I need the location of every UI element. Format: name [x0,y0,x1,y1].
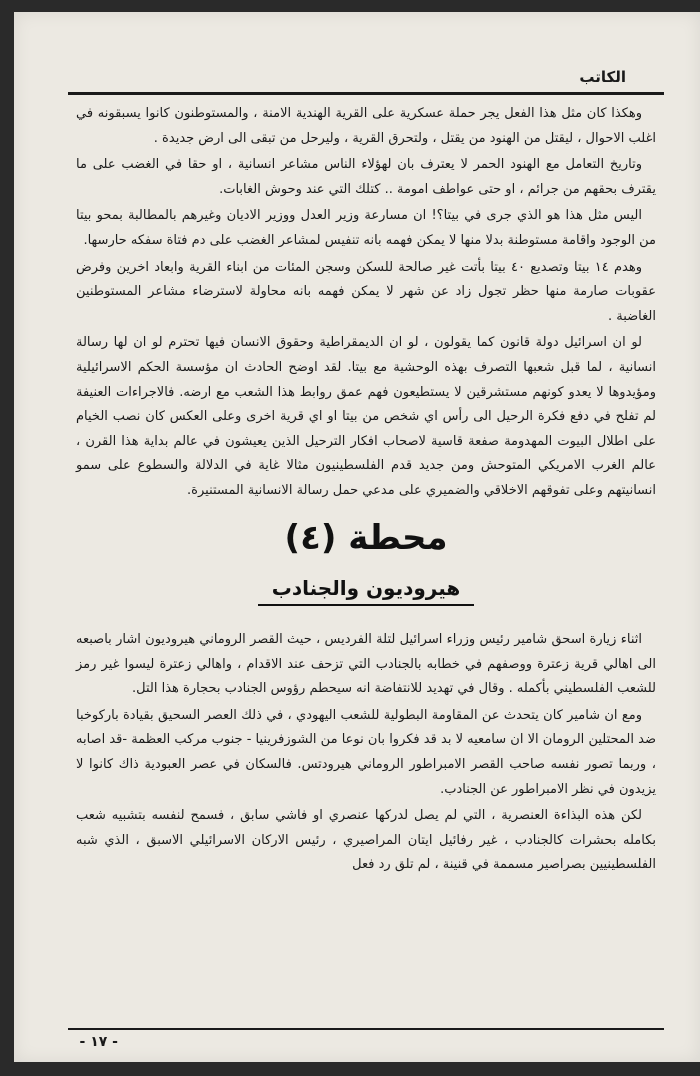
body-text [76,102,656,880]
station-heading [76,508,656,570]
section-title: هيروديون والجنادب [258,576,475,607]
paragraph: وهدم ١٤ بيتا وتصديع ٤٠ بيتا بأتت غير صالحة للسكن وسجن المئات من ابناء القرية وابعاد اخرين وفرض عقوبات صارمة منها حظر تجول زاد عن شهر لا يمكن فهمه بانه محاولة لاسترضاء مشاعر المستوطنين الغاضبة . [76,259,656,324]
document-page [14,12,700,1062]
header-rule [68,92,664,95]
paragraph: لكن هذه البذاءة العنصرية ، التي لم يصل لدركها عنصري او فاشي سابق ، فسمح لنفسه بتشبيه شعب بكامله بحشرات كالجنادب ، غير رفائيل ايتان المراصيري ، رئيس الاركان الاسرائيلي الاسبق ، الذي شبه الفلسطينيين بصراصير مسممة في قنينة ، لم تلق رد فعل [76,808,656,873]
paragraph: وهكذا كان مثل هذا الفعل يجر حملة عسكرية على القرية الهندية الامنة ، والمستوطنون كانوا يسبقونه في اغلب الاحوال ، ليقتل من الهنود من يقتل ، ولتحرق القرية ، وليرحل من تبقى الى ارض جديدة . [76,106,656,146]
paragraph: لو ان اسرائيل دولة قانون كما يقولون ، لو ان الديمقراطية وحقوق الانسان فيها تحترم لو ان لها رسالة انسانية ، لما قبل شعبها التصرف بهذه الوحشية مع بيتا. لقد اوضح الحادث ان مؤسسة الحكم الاسرائيلية ومؤيدوها لا يعدو كونهم مستشرقين لا يستطيعون فهم عمق روابط هذا الشعب مع ارضه. فالاجراءات العنيفة لم تفلح في دفع فكرة الرحيل الى رأس اي شخص من بيتا او اي قرية اخرى وعلى العكس كان نصب الخيام على اطلال البيوت المهدومة صفعة قاسية لاصحاب افكار الترحيل الذين يعيشون في عالم بداية هذا القرن ، عالم الغرب الامريكي المتوحش ومن جديد قدم الفلسطينيون مثالا غاية في الدلالة والسطوع على سمو انسانيتهم وعلى تفوقهم الاخلاقي والضميري على مدعي حمل رسالة الانسانية المستنيرة. [76,335,656,498]
section-heading [76,576,656,607]
paragraph: وتاريخ التعامل مع الهنود الحمر لا يعترف بان لهؤلاء الناس مشاعر انسانية ، او حقا في الغضب على ما يقترف بحقهم من جرائم ، او حتى عواطف امومة .. كتلك التي عند وحوش الغابات. [76,157,656,197]
paragraph: اليس مثل هذا هو الذي جرى في بيتا؟! ان مسارعة وزير العدل ووزير الاديان وغيرهم بالمطالبة بمحو بيتا من الوجود واقامة مستوطنة بدلا منها لا يمكن فهمه بانه تنفيس لمشاعر الغضب على دم فتاة سفكه حارسها. [76,208,656,248]
footer-rule [68,1028,664,1030]
page-number: - ١٧ - [79,1034,118,1050]
paragraph: ومع ان شامير كان يتحدث عن المقاومة البطولية للشعب اليهودي ، في ذلك العصر السحيق بقيادة باركوخبا ضد المحتلين الرومان الا ان سامعيه لا بد قد فكروا بان نوعا من الشوزفرينيا - جنوب مركب العظمة -قد اصابه ، وربما تصور نفسه صاحب القصر الامبراطور الروماني هيرودتس. فالسكان في عصر العبودية ذاك كانوا لا يزيدون في نظر الامبراطور عن الجنادب. [76,707,656,797]
paragraph: اثناء زيارة اسحق شامير رئيس وزراء اسرائيل لتلة الفرديس ، حيث القصر الروماني هيروديون اشار باصبعه الى اهالي قرية زعترة ووصفهم في خطابه بالجنادب التي تزحف عند الاقدام ، واهالي زعترة ليسوا غير رمز للشعب الفلسطيني بأكمله . وقال في تهديد للانتفاضة انه سيحطم رؤوس الجنادب بحجارة هذا التل. [76,632,656,697]
station-title: محطة (٤) [284,518,448,559]
running-header: الكاتب [579,68,626,86]
